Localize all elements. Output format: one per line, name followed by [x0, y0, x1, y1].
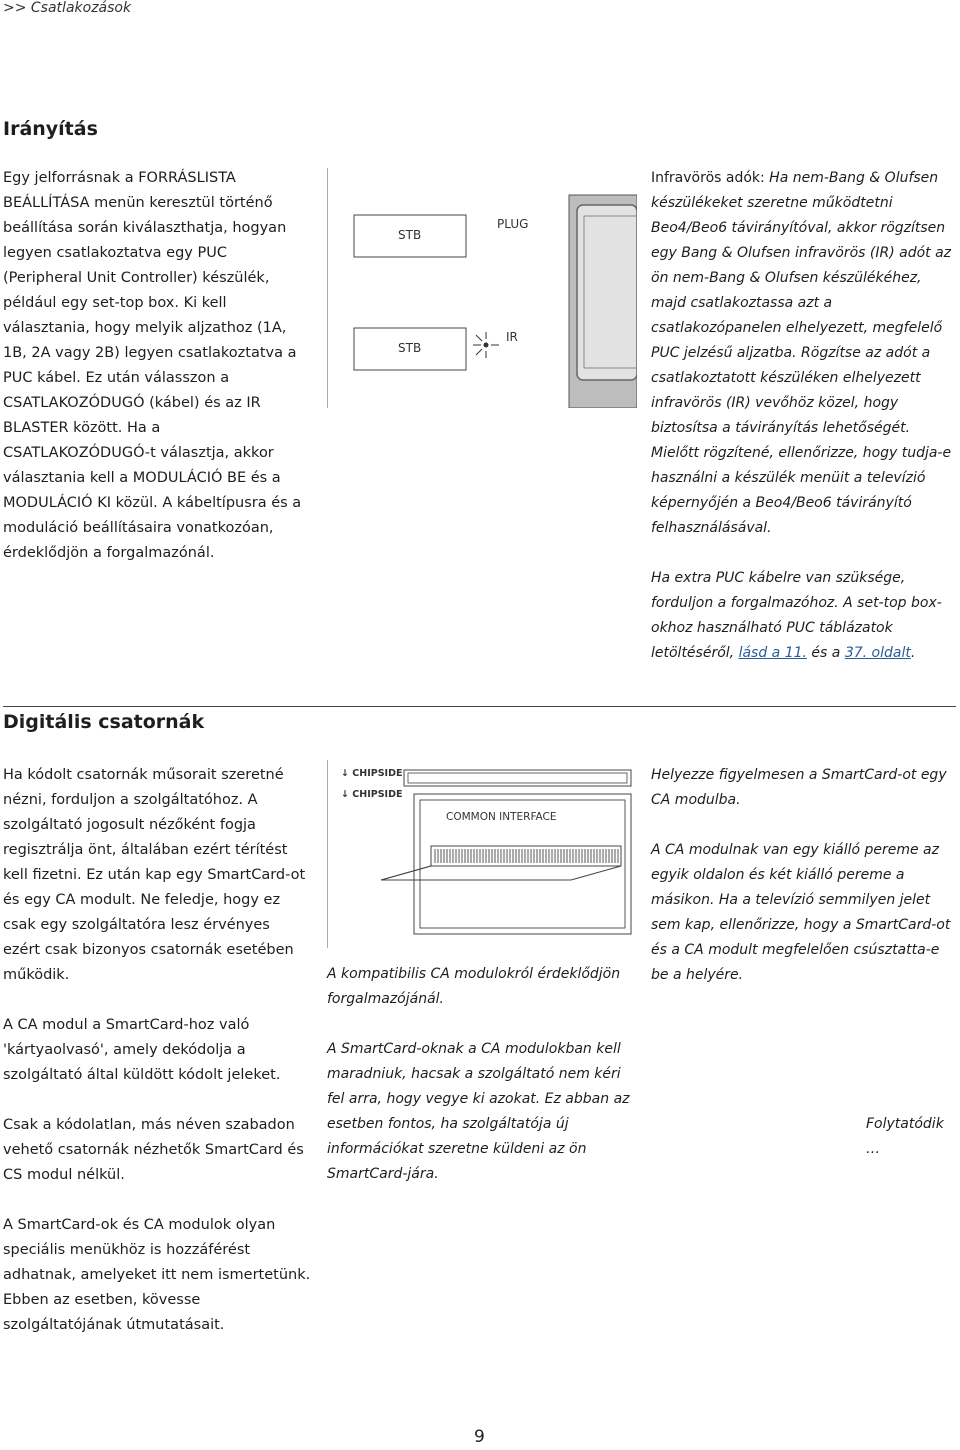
page-37-link[interactable]: 37. oldalt: [844, 645, 911, 661]
puc-cable-text: Ha extra PUC kábelre van szüksége, forduljon a forgalmazóhoz. A set-top box-okhoz használható PUC táblázatok letöltéséről,: [651, 570, 942, 661]
iranyitas-right-column: [651, 166, 956, 666]
chipside-label-1: [341, 768, 402, 779]
ir-transmitter-paragraph: [651, 166, 956, 541]
iranyitas-paragraph: Egy jelforrásnak a FORRÁSLISTA BEÁLLÍTÁSA menün keresztül történő beállítása során kiválaszthatja, hogyan legyen csatlakoztatva egy PUC (Peripheral Unit Controller) készülék, például egy set-top box. Ki kell választania, hogy melyik aljzathoz (1A, 1B, 2A vagy 2B) legyen csatlakoztatva a PUC kábel. Ez után válasszon a CSATLAKOZÓDUGÓ (kábel) és az IR BLASTER között. Ha a CSATLAKOZÓDUGÓ-t választja, akkor választania kell a MODULÁCIÓ BE és a MODULÁCIÓ KI közül. A kábeltípusra és a moduláció beállításaira vonatkozóan, érdeklődjön a forgalmazónál.: [3, 170, 302, 561]
continues-label: Folytatódik …: [866, 1116, 944, 1157]
ir-emitter-dot: [484, 343, 489, 348]
section-divider: [3, 706, 956, 707]
digitalis-paragraph: A SmartCard-ok és CA modulok olyan speciális menükhöz is hozzáférést adhatnak, amelyeket itt nem ismertetünk. Ebben az esetben, kövesse szolgáltatójának útmutatásait.: [3, 1217, 311, 1333]
section-title-iranyitas: Irányítás: [3, 118, 98, 140]
chipside-label-2: [341, 789, 402, 800]
digitalis-right-paragraph: Helyezze figyelmesen a SmartCard-ot egy CA modulba.: [651, 767, 947, 808]
digitalis-paragraph: A CA modul a SmartCard-hoz való 'kártyaolvasó', amely dekódolja a szolgáltató által küldött kódolt jeleket.: [3, 1017, 281, 1083]
breadcrumb: >> Csatlakozások: [3, 0, 132, 16]
chipside-text-2: CHIPSIDE: [352, 789, 403, 800]
digitalis-paragraph: Csak a kódolatlan, más néven szabadon vehető csatornák nézhetők SmartCard és CS modul nélkül.: [3, 1117, 304, 1183]
arrow-down-icon: ↓: [341, 768, 353, 779]
ir-transmitter-body: Ha nem-Bang & Olufsen készülékeket szeretne működtetni Beo4/Beo6 távirányítóval, akkor rögzítsen egy Bang & Olufsen infravörös (IR) adót az ön nem-Bang & Olufsen készülékéhez, majd csatlakoztassa azt a csatlakozópanelen elhelyezett, megfelelő PUC jelzésű aljzatba. Rögzítse az adót a csatlakoztatott készüléken elhelyezett infravörös (IR) vevőhöz közel, hogy biztosítsa a távirányítás lehetőségét. Mielőtt rögzítené, ellenőrizze, hogy tudja-e használni a készülék menüit a televízió képernyőjén a Beo4/Beo6 távirányító felhasználásával.: [651, 170, 952, 536]
common-interface-label: COMMON INTERFACE: [446, 811, 557, 823]
digitalis-paragraph: Ha kódolt csatornák műsorait szeretné nézni, forduljon a szolgáltatóhoz. A szolgáltató jogosult nézőként fogja regisztrálja önt, általában ezért térítést kell fizetni. Ez után kap egy SmartCard-ot és egy CA modult. Ne feledje, hogy ez csak egy szolgáltatóra lesz érvényes ezért csak bizonyos csatornák esetében működik.: [3, 767, 306, 983]
digitalis-middle-paragraph: A SmartCard-oknak a CA modulokban kell maradniuk, hacsak a szolgáltató nem kéri fel arra, hogy vegye ki azokat. Ez abban az esetben fontos, ha szolgáltatója új információkat szeretne küldeni az ön SmartCard-jára.: [327, 1041, 630, 1182]
puc-cable-end: .: [910, 645, 916, 661]
puc-cable-and: és a: [806, 645, 845, 661]
ir-label: IR: [506, 330, 518, 344]
ir-transmitter-lead: Infravörös adók:: [651, 170, 765, 186]
puc-cable-paragraph: [651, 566, 956, 666]
arrow-down-icon: ↓: [341, 789, 353, 800]
digitalis-left-column: [3, 763, 311, 1338]
digitalis-middle-column: [327, 962, 637, 1187]
plug-label: PLUG: [497, 217, 529, 231]
ca-module-diagram: [327, 760, 637, 948]
tv-panel-inner: [577, 205, 637, 380]
puc-diagram: [327, 168, 637, 408]
iranyitas-left-column: [3, 166, 307, 566]
digitalis-right-column: [651, 763, 959, 988]
page-number: 9: [474, 1427, 485, 1447]
puc-diagram-svg: [327, 168, 637, 408]
stb-label-bottom: STB: [398, 341, 422, 355]
page-11-link[interactable]: lásd a 11.: [738, 645, 807, 661]
stb-label-top: STB: [398, 228, 422, 242]
digitalis-middle-paragraph: A kompatibilis CA modulokról érdeklődjön forgalmazójánál.: [327, 966, 621, 1007]
chipside-text-1: CHIPSIDE: [352, 768, 403, 779]
digitalis-right-paragraph: A CA modulnak van egy kiálló pereme az egyik oldalon és két kiálló pereme a másikon. Ha a televízió semmilyen jelet sem kap, ellenőrizze, hogy a SmartCard-ot és a CA modult megfelelően csúsztatta-e be a helyére.: [651, 842, 951, 983]
section-title-digitalis: Digitális csatornák: [3, 711, 205, 733]
